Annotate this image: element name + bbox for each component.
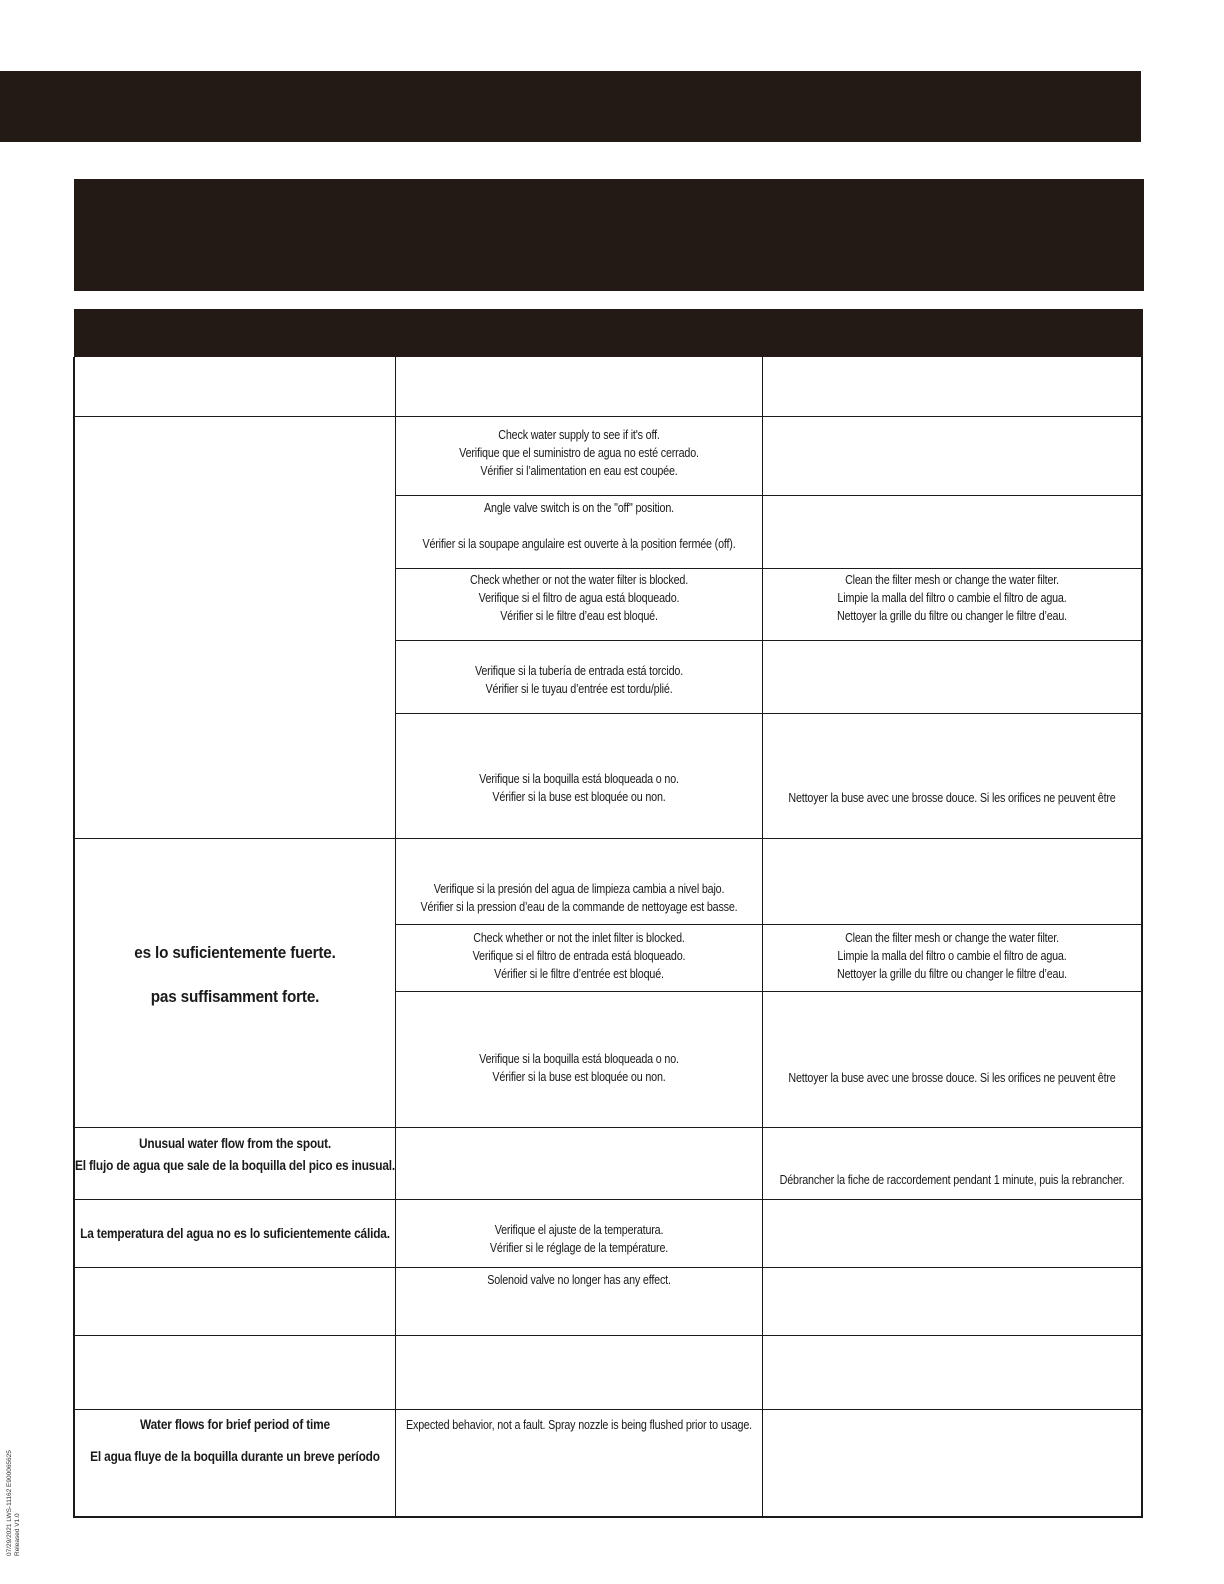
solution-text-fr: Nettoyer la buse avec une brosse douce. Si les orifices ne peuvent être [788,1071,1116,1085]
solution-clean-nozzle [789,789,1114,807]
cause-text-es: Verifique si la boquilla está bloqueada o no. [479,1052,679,1066]
cause-text-en: Check whether or not the inlet filter is blocked. [473,931,685,945]
cause-text-fr: Vérifier si le filtre d’eau est bloqué. [500,609,658,623]
cause-inlet-hose [422,662,737,698]
cause-text-es: Verifique el ajuste de la temperatura. [494,1223,664,1237]
problem-text-fr: pas suffisamment forte. [150,987,320,1006]
cause-temperature-setting [422,1221,737,1257]
solution-clean-nozzle [789,1069,1114,1087]
cause-text-fr: Vérifier si la pression d’eau de la commande de nettoyage est basse. [420,900,738,914]
document-release-line: Released V1.0 [14,1513,21,1556]
cause-text-fr: Vérifier si la buse est bloquée ou non. [492,1070,666,1084]
solution-unplug-replug [779,1171,1125,1189]
problem-text-es: La temperatura del agua no es lo suficientemente cálida. [80,1226,390,1241]
cause-inlet-filter [422,929,737,983]
problem-text-en: Unusual water flow from the spout. [138,1136,332,1151]
row-divider [73,1127,1143,1128]
cause-expected-behavior [406,1416,752,1434]
solution-text-en: Clean the filter mesh or change the water filter. [845,573,1059,587]
cause-text-es: Verifique si la tubería de entrada está torcido. [474,664,684,678]
cause-nozzle-blocked [422,1050,737,1086]
solution-clean-filter [789,929,1114,983]
cause-low-pressure [422,880,737,916]
solution-clean-filter [789,571,1114,625]
row-divider [73,1409,1143,1410]
subrow-divider [395,991,1143,992]
cause-text-en: Angle valve switch is on the "off" position. [484,501,674,515]
cause-text-es: Verifique que el suministro de agua no esté cerrado. [459,446,699,460]
cause-water-filter [422,571,737,625]
document-code-line: 07/29/2021 LWS-11162 E900065625 [6,1450,13,1556]
problem-weak-spray [91,942,379,1008]
row-divider [73,1335,1141,1336]
cause-angle-valve [422,499,737,553]
cause-text-en: Check water supply to see if it's off. [498,428,660,442]
row-divider [73,838,1143,839]
cause-text-es: Verifique si la boquilla está bloqueada o no. [479,772,679,786]
cause-text-fr: Vérifier si le tuyau d’entrée est tordu/plié. [485,682,673,696]
solution-text-fr: Débrancher la fiche de raccordement pendant 1 minute, puis la rebrancher. [779,1173,1125,1187]
table-border-right [1141,357,1143,1518]
solution-text-fr: Nettoyer la grille du filtre ou changer le filtre d’eau. [837,967,1067,981]
cause-text-es: Verifique si la presión del agua de limpieza cambia a nivel bajo. [433,882,725,896]
subrow-divider [395,640,1143,641]
problem-text-es: El agua fluye de la boquilla durante un breve período [90,1449,380,1464]
problem-water-temperature [80,1223,390,1245]
table-border-bottom [73,1516,1143,1518]
cause-text-en: Solenoid valve no longer has any effect. [487,1273,671,1287]
cause-text-fr: Vérifier si le réglage de la température. [489,1241,669,1255]
cause-solenoid-valve [422,1271,737,1289]
cause-water-supply [422,426,737,480]
subrow-divider [395,568,1143,569]
solution-text-en: Clean the filter mesh or change the water filter. [845,931,1059,945]
cause-text-es: Verifique si el filtro de entrada está bloqueado. [472,949,686,963]
problem-text-en: Water flows for brief period of time [140,1417,330,1432]
problem-text-es: es lo suficientemente fuerte. [134,943,336,962]
cause-text-en: Check whether or not the water filter is blocked. [469,573,689,587]
subrow-divider [395,924,1143,925]
cause-text-fr: Vérifier si l’alimentation en eau est coupée. [480,464,678,478]
row-divider [73,1267,1143,1268]
cause-text-fr: Vérifier si la soupape angulaire est ouverte à la position fermée (off). [422,537,736,551]
problem-unusual-flow [75,1133,396,1177]
row-divider [73,1199,1143,1200]
cause-text-fr: Vérifier si la buse est bloquée ou non. [492,790,666,804]
row-divider [73,416,1143,417]
document-code [6,1450,22,1556]
solution-text-es: Limpie la malla del filtro o cambie el filtro de agua. [837,591,1067,605]
problem-brief-flow [90,1414,380,1468]
cause-text-fr: Vérifier si le filtre d’entrée est bloqué. [494,967,664,981]
solution-text-fr: Nettoyer la buse avec une brosse douce. Si les orifices ne peuvent être [788,791,1116,805]
cause-text-en: Expected behavior, not a fault. Spray nozzle is being flushed prior to usage. [406,1418,752,1432]
table-border-left [73,357,75,1518]
column-divider-2 [762,357,763,1518]
subrow-divider [395,495,1143,496]
solution-text-es: Limpie la malla del filtro o cambie el filtro de agua. [837,949,1067,963]
problem-text-es: El flujo de agua que sale de la boquilla del pico es inusual. [75,1158,396,1173]
cause-text-es: Verifique si el filtro de agua está bloqueado. [478,591,680,605]
solution-text-fr: Nettoyer la grille du filtre ou changer le filtre d’eau. [837,609,1067,623]
cause-nozzle-blocked [422,770,737,806]
subrow-divider [395,713,1143,714]
column-divider-1 [395,357,396,1518]
